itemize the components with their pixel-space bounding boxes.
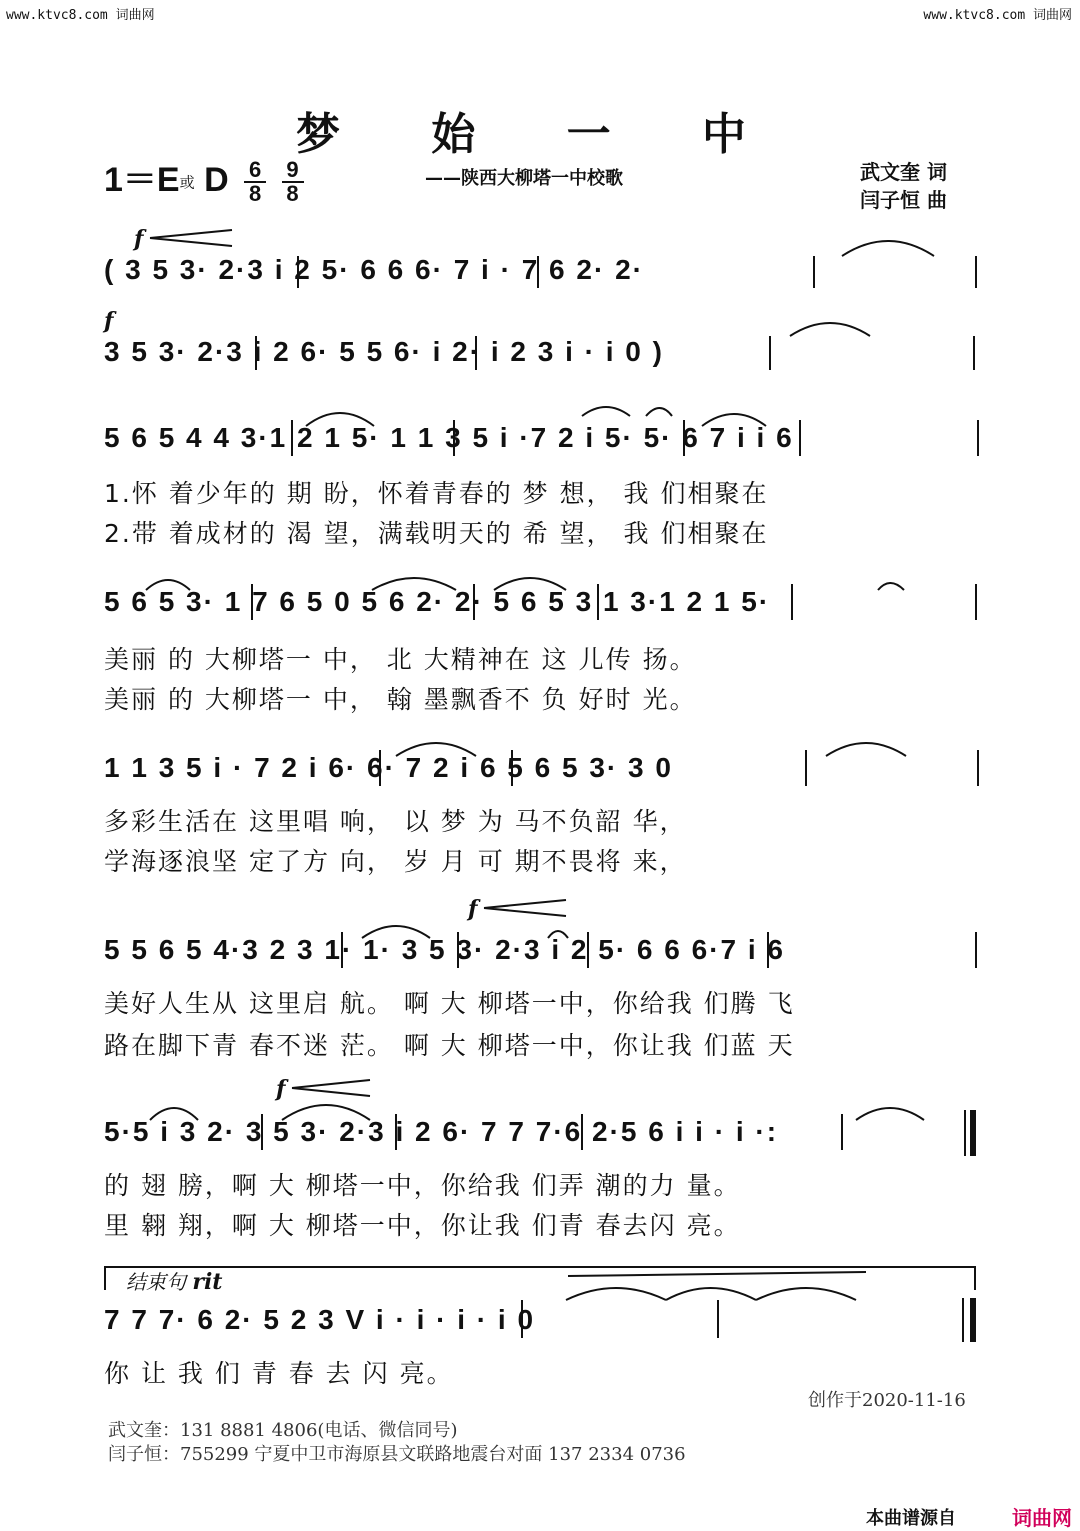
slur [372, 578, 456, 590]
watermark-right: www.ktvc8.com 词曲网 [923, 8, 1072, 23]
watermark-left: www.ktvc8.com 词曲网 [6, 8, 155, 23]
barline [298, 256, 976, 288]
barline [380, 750, 978, 786]
barline [256, 336, 974, 370]
slur [362, 926, 430, 938]
rit-marking: rit [192, 1269, 223, 1295]
lyric-verse2-line3: 2.带 着成材的 渴 望，满载明天的 希 望， 我 们相聚在 [104, 519, 769, 548]
barline [252, 584, 976, 620]
crescendo-hairpin [150, 230, 232, 246]
notation-line-2: 3 5 3· 2·3 i 2 6· 5 5 6· i 2· i 2 3 i · i 0 ) [104, 336, 664, 367]
repeat-thin-bar [964, 1110, 966, 1156]
dynamic-forte: f [468, 896, 478, 922]
lyric-verse2-line7: 里 翱 翔，啊 大 柳塔一中，你让我 们青 春去闪 亮。 [104, 1211, 741, 1240]
key-main: 1＝E [104, 161, 180, 199]
lyric-verse1-line4: 美丽 的 大柳塔一 中， 北 大精神在 这 儿传 扬。 [104, 645, 697, 674]
slur [548, 931, 568, 938]
meter-6-8: $\frac{6}{8}$ [244, 160, 266, 204]
composition-date: 创作于2020-11-16 [808, 1390, 966, 1411]
final-repeat-bar [970, 1110, 976, 1156]
brand-logo: 词曲网 [1012, 1506, 1072, 1530]
notation-line-4: 5 6 5 3· 1 7 6 5 0 5 6 2· 2· 5 6 5 3 1 3·1 2 1 5· [104, 586, 771, 617]
meter-9-8: $\frac{9}{8}$ [282, 160, 304, 204]
lyric-verse2-line5: 学海逐浪坚 定了方 向， 岁 月 可 期不畏将 来， [104, 847, 687, 876]
lyric-verse1-line7: 的 翅 膀，啊 大 柳塔一中，你给我 们弄 潮的力 量。 [104, 1171, 741, 1200]
notation-line-6: 5 5 6 5 4·3 2 3 1· 1· 3 5 3· 2·3 i 2 5· 6 6 6·7 i 6 [104, 934, 786, 965]
key-alt: D [204, 161, 229, 199]
key-or: 或 [179, 174, 195, 192]
lyric-verse2-line6: 路在脚下青 春不迷 茫。 啊 大 柳塔一中，你让我 们蓝 天 [104, 1031, 795, 1060]
coda-title: 结束句 [126, 1270, 186, 1294]
final-double-bar [970, 1298, 976, 1342]
dynamic-forte: f [276, 1076, 286, 1102]
slur [282, 1105, 370, 1120]
slur [494, 578, 566, 590]
barline [522, 1300, 718, 1338]
source-label: 本曲谱源自 [866, 1508, 956, 1529]
notation-line-8: 7 7 7· 6 2· 5 2 3 V i · i · i · i 0 [104, 1304, 536, 1335]
slur [150, 1108, 198, 1120]
lyric-coda: 你 让 我 们 青 春 去 闪 亮。 [104, 1359, 454, 1388]
notation-line-3: 5 6 5 4 4 3·1 2 1 5· 1 1 3 5 i ·7 2 i 5· 5· 6 7 i i 6 [104, 422, 794, 453]
slur [790, 323, 870, 336]
song-title: 梦 始 一 中 [296, 109, 784, 160]
barline [262, 1114, 842, 1150]
contact-composer: 闫子恒：755299 宁夏中卫市海原县文联路地震台对面 137 2334 0736 [108, 1444, 686, 1465]
barline [342, 932, 976, 968]
lyric-verse1-line6: 美好人生从 这里启 航。 啊 大 柳塔一中，你给我 们腾 飞 [104, 989, 795, 1018]
lyric-verse2-line4: 美丽 的 大柳塔一 中， 翰 墨飘香不 负 好时 光。 [104, 685, 697, 714]
song-subtitle: ——陕西大柳塔一中校歌 [425, 168, 623, 189]
crescendo-hairpin [484, 900, 566, 916]
slur [146, 580, 190, 590]
dynamic-forte: f [104, 308, 114, 334]
notation-line-5: 1 1 3 5 i · 7 2 i 6· 6· 7 2 i 6 5 6 5 3· 3 0 [104, 752, 673, 783]
notation-line-7: 5·5 i 3 2· 3 5 3· 2·3 i 2 6· 7 7 7·6 2·5 6 i i · i ·: [104, 1116, 779, 1147]
slur [878, 583, 904, 590]
slur [306, 413, 374, 426]
lyricist-credit: 武文奎 词 [860, 160, 947, 184]
barline [292, 420, 978, 456]
slur [582, 407, 630, 416]
notation-line-1: ( 3 5 3· 2·3 i 2 5· 6 6 6· 7 i · 7 6 2· 2· [104, 254, 644, 285]
final-thin-bar [962, 1298, 964, 1342]
lyric-verse1-line3: 1.怀 着少年的 期 盼，怀着青春的 梦 想， 我 们相聚在 [104, 479, 769, 508]
crescendo-hairpin [292, 1080, 370, 1096]
slur [566, 1288, 856, 1300]
slur [826, 743, 906, 756]
slur [396, 743, 476, 756]
composer-credit: 闫子恒 曲 [860, 188, 947, 212]
slur [856, 1108, 924, 1120]
slur [842, 241, 934, 256]
slur [568, 1272, 866, 1276]
lyric-verse1-line5: 多彩生活在 这里唱 响， 以 梦 为 马不负韶 华， [104, 807, 687, 836]
contact-lyricist: 武文奎：131 8881 4806(电话、微信同号) [108, 1420, 458, 1441]
slur [702, 414, 766, 426]
dynamic-forte: f [134, 226, 144, 252]
slur [646, 408, 672, 416]
